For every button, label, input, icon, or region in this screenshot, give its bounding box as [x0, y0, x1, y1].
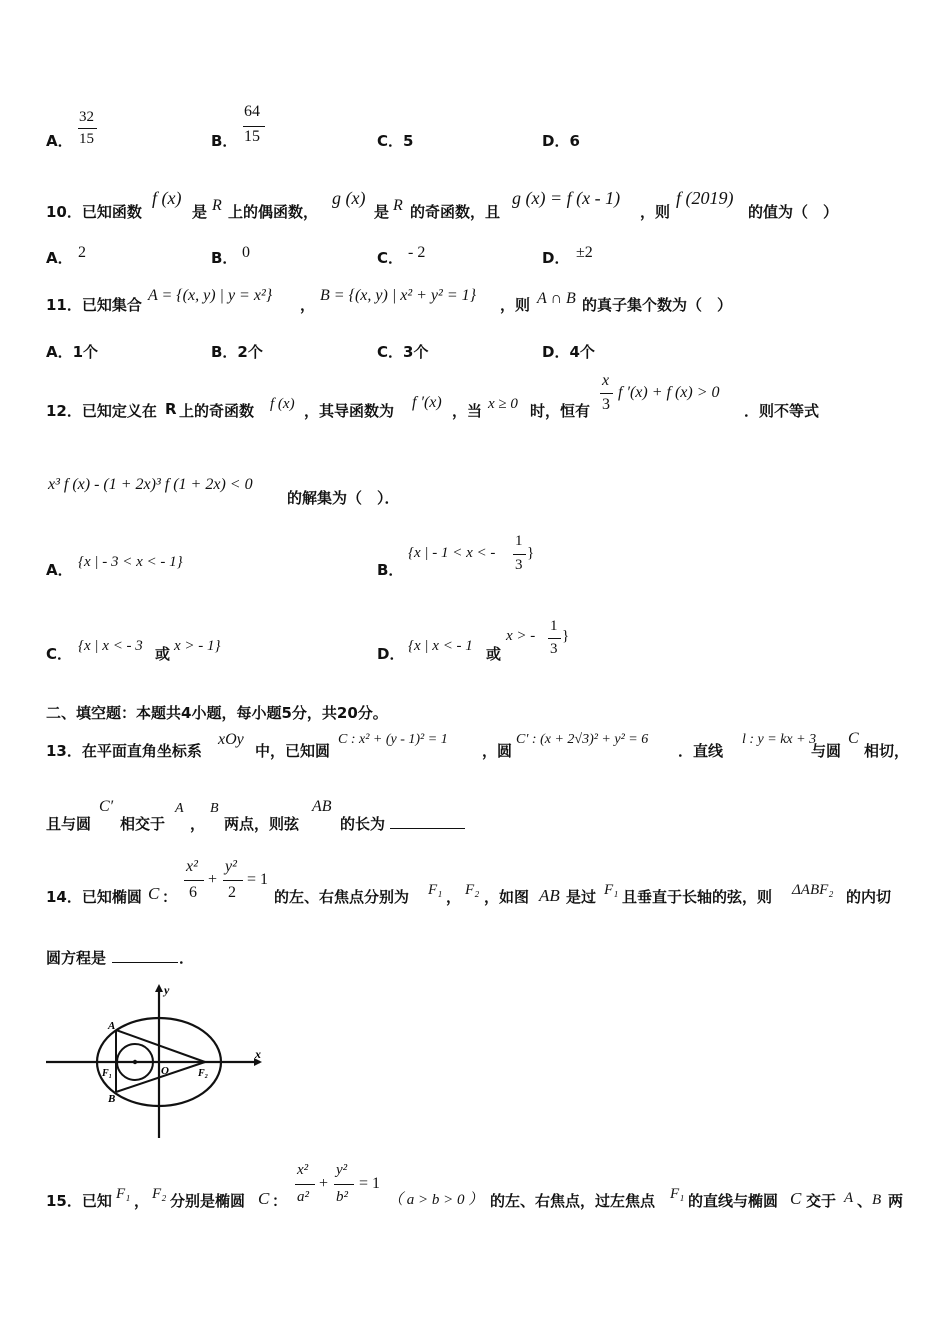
- q13-line2-text-1: 且与圆: [46, 815, 92, 833]
- figure-label-a: A: [108, 1020, 116, 1032]
- q11-set-a: A = {(x, y) | y = x²}: [148, 287, 273, 304]
- q15-f2: F₂: [152, 1186, 167, 1202]
- q15-text-4: 交于: [806, 1192, 837, 1210]
- q15-condition: （ a > b > 0 ）: [388, 1192, 484, 1208]
- q14-text-2: ，如图: [484, 888, 530, 906]
- q9-option-b-numerator: 64: [244, 103, 260, 120]
- q15-text-2: 的左、右焦点，过左焦点: [490, 1192, 656, 1210]
- q13-text-5: 相切，: [864, 742, 910, 760]
- q14-line2: 圆方程是: [46, 949, 107, 967]
- q15-a: A: [844, 1190, 854, 1206]
- q9-option-c: C．5: [377, 132, 414, 150]
- q15-c-2: C: [790, 1189, 802, 1208]
- q12-option-d-value-2: x > -: [506, 628, 536, 644]
- q14-colon: ：: [162, 888, 178, 906]
- q13-line: l : y = kx + 3: [742, 732, 817, 747]
- q9-option-b-denominator: 15: [244, 128, 260, 145]
- q15-equals-1: = 1: [359, 1175, 381, 1192]
- q12-option-b-numerator: 1: [515, 533, 523, 549]
- q15-b-squared: b²: [336, 1189, 348, 1205]
- q9-option-a-numerator: 32: [79, 109, 94, 125]
- q10-text-4: 的奇函数，且: [410, 203, 501, 221]
- q10-text-1: 是: [192, 203, 208, 221]
- q14-text-4: 且垂直于长轴的弦，则: [622, 888, 773, 906]
- q11-comma: ，: [300, 296, 316, 314]
- q15-text-5: 两: [888, 1192, 904, 1210]
- q11-text-1: ，则: [500, 296, 531, 314]
- q10-option-b-label: B．: [211, 249, 238, 267]
- q15-y-squared: y²: [336, 1162, 348, 1178]
- q10-r-1: R: [212, 197, 222, 214]
- q10-text-2: 上的偶函数，: [228, 203, 319, 221]
- q13-circle-c-prime: C′ : (x + 2√3)² + y² = 6: [516, 732, 649, 747]
- q14-prefix: 14．已知椭圆: [46, 888, 142, 906]
- q9-option-b-label: B．: [211, 132, 238, 150]
- q13-line2-text-4: 的长为: [340, 815, 386, 833]
- q12-r: R: [165, 400, 177, 418]
- q15-text-1: 分别是椭圆: [170, 1192, 246, 1210]
- q15-dun: 、: [857, 1192, 873, 1210]
- q12-text-5: ．则不等式: [744, 402, 820, 420]
- q13-line2-a: A: [175, 801, 184, 816]
- q14-ab: AB: [539, 886, 560, 905]
- q12-option-a-label: A．: [46, 561, 73, 579]
- q13-xoy: xOy: [218, 731, 244, 748]
- q10-f2019: f (2019): [676, 188, 734, 208]
- q12-option-b-close: }: [527, 545, 535, 561]
- figure-x-label: x: [255, 1047, 261, 1061]
- q10-option-d-label: D．: [542, 249, 570, 267]
- q15-fraction-bar-1: [295, 1184, 315, 1185]
- q10-option-c-label: C．: [377, 249, 404, 267]
- q12-fx: f (x): [270, 396, 295, 412]
- q11-option-d: D．4个: [542, 343, 595, 361]
- q10-fx: f (x): [152, 188, 182, 208]
- q14-c: C: [148, 884, 160, 903]
- section-2-heading: 二、填空题：本题共4小题，每小题5分，共20分。: [46, 704, 388, 722]
- q12-text-3: ，当: [452, 402, 483, 420]
- q12-option-d-value-1: {x | x < - 1: [408, 638, 473, 654]
- q12-text-1: 上的奇函数: [179, 402, 255, 420]
- q12-frac-denominator: 3: [602, 396, 610, 413]
- q11-intersection: A ∩ B: [537, 290, 576, 307]
- q10-option-b-value: 0: [242, 244, 250, 261]
- q9-option-d: D．6: [542, 132, 580, 150]
- q13-circle-c: C : x² + (y - 1)² = 1: [338, 732, 448, 747]
- q14-text-1: 的左、右焦点分别为: [274, 888, 410, 906]
- q14-triangle: ΔABF₂: [792, 882, 834, 898]
- q10-r-2: R: [393, 197, 403, 214]
- q12-option-b-denominator: 3: [515, 557, 523, 573]
- q14-plus: +: [208, 871, 218, 888]
- q14-y-squared: y²: [225, 858, 237, 875]
- q11-prefix: 11．已知集合: [46, 296, 142, 314]
- figure-label-f1: F₁: [102, 1068, 113, 1079]
- q12-option-c-value-1: {x | x < - 3: [78, 638, 143, 654]
- q14-text-5: 的内切: [846, 888, 892, 906]
- q15-c: C: [258, 1189, 270, 1208]
- q14-f1: F₁: [428, 882, 443, 898]
- q12-derivative: f ′(x): [412, 394, 442, 411]
- q12-option-b-value: {x | - 1 < x < -: [408, 545, 496, 561]
- q12-option-c-or: 或: [155, 645, 171, 663]
- q11-option-a: A．1个: [46, 343, 99, 361]
- q12-text-4: 时，恒有: [530, 402, 591, 420]
- q15-x-squared: x²: [297, 1162, 309, 1178]
- q12-option-c-label: C．: [46, 645, 73, 663]
- q13-line2-text-2: 相交于: [120, 815, 166, 833]
- q11-set-b: B = {(x, y) | x² + y² = 1}: [320, 287, 477, 304]
- q14-text-3: 是过: [566, 888, 597, 906]
- q13-text-4: 与圆: [811, 742, 842, 760]
- q12-frac-numerator: x: [602, 372, 610, 389]
- q12-inequality: f ′(x) + f (x) > 0: [618, 384, 720, 401]
- q10-text-3: 是: [374, 203, 390, 221]
- q15-text-3: 的直线与椭圆: [688, 1192, 779, 1210]
- q11-option-b: B．2个: [211, 343, 263, 361]
- q13-c: C: [848, 730, 859, 747]
- q12-option-d-or: 或: [486, 645, 502, 663]
- q15-fraction-bar-2: [334, 1184, 354, 1185]
- q15-prefix: 15．已知: [46, 1192, 112, 1210]
- q14-line2-end: ．: [179, 949, 195, 967]
- q13-line2-c-prime: C′: [99, 798, 114, 815]
- q13-prefix: 13．在平面直角坐标系: [46, 742, 202, 760]
- q12-text-6: 的解集为（ ）．: [287, 489, 400, 507]
- q14-f2: F₂: [465, 882, 480, 898]
- q13-text-2: ，圆: [482, 742, 513, 760]
- q12-option-d-denominator: 3: [550, 641, 558, 657]
- q10-text-6: 的值为（ ）: [748, 203, 839, 221]
- figure-label-f2: F₂: [198, 1068, 209, 1079]
- q13-line2-text-3: 两点，则弦: [224, 815, 300, 833]
- q10-option-a-label: A．: [46, 249, 73, 267]
- q11-text-2: 的真子集个数为（ ）: [582, 296, 733, 314]
- q10-option-a-value: 2: [78, 244, 86, 261]
- figure-label-b: B: [108, 1093, 116, 1105]
- q14-equals-1: = 1: [247, 871, 269, 888]
- q13-line2-comma: ，: [190, 815, 206, 833]
- q14-x-squared: x²: [186, 858, 198, 875]
- figure-label-o: O: [161, 1065, 169, 1077]
- q14-f1-b: F₁: [604, 882, 619, 898]
- q9-option-a-denominator: 15: [79, 131, 94, 147]
- q10-option-d-value: ±2: [576, 244, 593, 261]
- figure-y-label: y: [164, 983, 170, 997]
- q14-comma: ，: [446, 888, 462, 906]
- q12-option-d-label: D．: [377, 645, 405, 663]
- q14-denominator-2: 2: [228, 884, 236, 901]
- q15-f1: F₁: [116, 1186, 131, 1202]
- q15-f1-b: F₁: [670, 1186, 685, 1202]
- q12-text-2: ，其导函数为: [304, 402, 395, 420]
- q12-option-d-close: }: [562, 628, 570, 644]
- q10-equation: g (x) = f (x - 1): [512, 188, 621, 208]
- q12-option-b-label: B．: [377, 561, 404, 579]
- q15-comma: ，: [134, 1192, 150, 1210]
- q15-a-squared: a²: [297, 1189, 309, 1205]
- q12-condition: x ≥ 0: [488, 396, 518, 412]
- q10-prefix: 10．已知函数: [46, 203, 142, 221]
- q15-b: B: [872, 1192, 882, 1208]
- q9-option-a-label: A．: [46, 132, 73, 150]
- q14-denominator-6: 6: [189, 884, 197, 901]
- q12-inequality-2: x³ f (x) - (1 + 2x)³ f (1 + 2x) < 0: [48, 476, 253, 493]
- q13-text-3: ．直线: [678, 742, 724, 760]
- q15-plus: +: [319, 1175, 329, 1192]
- q12-option-a-value: {x | - 3 < x < - 1}: [78, 554, 183, 570]
- q12-option-c-value-2: x > - 1}: [174, 638, 221, 654]
- q11-option-c: C．3个: [377, 343, 429, 361]
- q15-colon: ：: [272, 1192, 288, 1210]
- q13-line2-b: B: [210, 801, 219, 816]
- q10-text-5: ，则: [640, 203, 671, 221]
- q13-text-1: 中，已知圆: [255, 742, 331, 760]
- q10-gx: g (x): [332, 188, 366, 208]
- q13-line2-ab: AB: [312, 798, 332, 815]
- q12-option-d-numerator: 1: [550, 618, 558, 634]
- q10-option-c-value: - 2: [408, 244, 426, 261]
- q12-prefix: 12．已知定义在: [46, 402, 157, 420]
